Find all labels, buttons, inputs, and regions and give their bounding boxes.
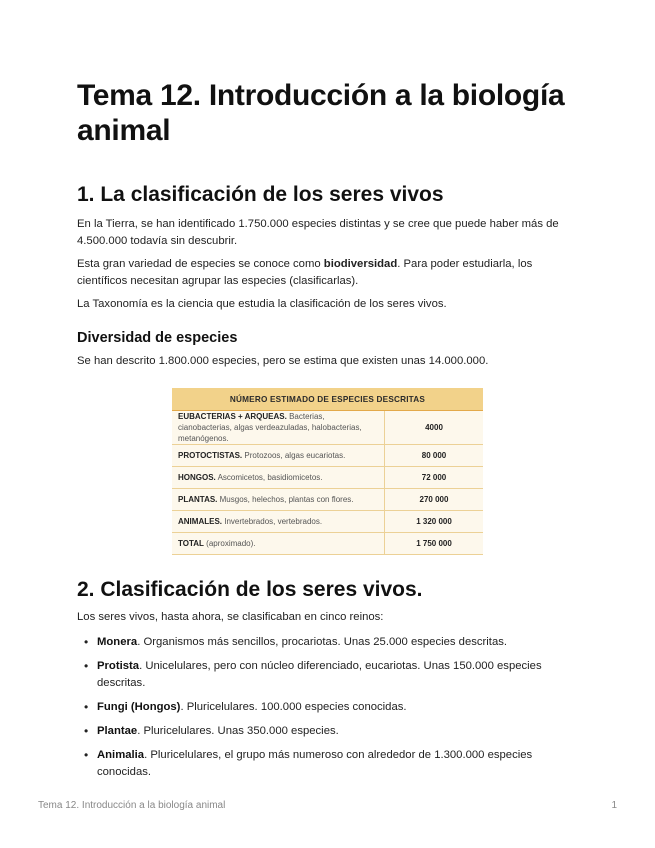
group-description: Protozoos, algas eucariotas. — [244, 451, 346, 460]
document-page — [77, 78, 577, 788]
table-header: NÚMERO ESTIMADO DE ESPECIES DESCRITAS — [172, 388, 483, 411]
kingdom-description: . Pluricelulares, el grupo más numeroso con alrededor de 1.300.000 especies conocidas. — [97, 749, 533, 778]
table-cell-value: 4000 — [385, 411, 484, 445]
group-name: EUBACTERIAS + ARQUEAS. — [178, 412, 287, 421]
kingdom-name: Animalia — [97, 749, 145, 761]
table-cell-label — [172, 489, 385, 511]
table-cell-value: 80 000 — [385, 445, 484, 467]
page-footer — [38, 800, 617, 811]
bullet-icon: • — [84, 700, 89, 714]
kingdom-description: . Unicelulares, pero con núcleo diferenciado, eucariotas. Unas 150.000 especies descritas. — [97, 660, 542, 689]
kingdom-description: . Pluricelulares. Unas 350.000 especies. — [137, 725, 339, 737]
list-item — [84, 634, 577, 651]
list-item — [84, 723, 577, 740]
group-description: Musgos, helechos, plantas con flores. — [219, 495, 354, 504]
bullet-icon: • — [84, 724, 89, 738]
group-name: ANIMALES. — [178, 517, 222, 526]
kingdom-description: . Pluricelulares. 100.000 especies conocidas. — [180, 701, 407, 713]
list-item — [84, 747, 577, 781]
list-item — [84, 658, 577, 692]
section-2-heading: 2. Clasificación de los seres vivos. — [77, 578, 423, 601]
kingdom-name: Protista — [97, 660, 140, 672]
table-cell-label — [172, 511, 385, 533]
paragraph-biodiversity — [77, 256, 577, 290]
table-row — [172, 511, 483, 533]
species-table — [172, 388, 483, 555]
table-cell-label — [172, 533, 385, 555]
table-cell-label — [172, 445, 385, 467]
text-run: Esta gran variedad de especies se conoce como — [77, 258, 324, 270]
paragraph-species-count: En la Tierra, se han identificado 1.750.000 especies distintas y se cree que puede haber más de 4.500.000 todavía sin descubrir. — [77, 218, 559, 247]
group-description: (aproximado). — [206, 539, 256, 548]
list-item — [84, 699, 577, 716]
table-cell-value: 1 320 000 — [385, 511, 484, 533]
group-name: TOTAL — [178, 539, 204, 548]
table-cell-value: 270 000 — [385, 489, 484, 511]
kingdom-description: . Organismos más sencillos, procariotas. Unas 25.000 especies descritas. — [137, 636, 508, 648]
kingdom-name: Fungi (Hongos) — [97, 701, 181, 713]
group-description: Bacterias, cianobacterias, algas verdeazuladas, halobacterias, metanógenos. — [178, 412, 362, 443]
paragraph-taxonomy: La Taxonomía es la ciencia que estudia la clasificación de los seres vivos. — [77, 298, 447, 310]
group-description: Invertebrados, vertebrados. — [224, 517, 323, 526]
table-cell-value: 1 750 000 — [385, 533, 484, 555]
group-description: Ascomicetos, basidiomicetos. — [217, 473, 323, 482]
table-row — [172, 445, 483, 467]
table-row — [172, 489, 483, 511]
bullet-icon: • — [84, 748, 89, 762]
bullet-icon: • — [84, 635, 89, 649]
group-name: PROTOCTISTAS. — [178, 451, 243, 460]
group-name: PLANTAS. — [178, 495, 218, 504]
kingdoms-list — [77, 634, 577, 781]
table-cell-value: 72 000 — [385, 467, 484, 489]
table-row — [172, 467, 483, 489]
footer-title: Tema 12. Introducción a la biología animal — [38, 800, 226, 811]
table-cell-label — [172, 467, 385, 489]
page-title: Tema 12. Introducción a la biología animal — [77, 79, 565, 147]
text-run: . Para poder estudiarla, los científicos necesitan agrupar las especies (clasificarlas). — [77, 258, 533, 287]
section-1-heading: 1. La clasificación de los seres vivos — [77, 183, 444, 206]
kingdom-name: Plantae — [97, 725, 138, 737]
biodiversity-term: biodiversidad — [323, 258, 398, 270]
page-number: 1 — [611, 800, 617, 811]
table-row — [172, 411, 483, 445]
paragraph-kingdoms-intro: Los seres vivos, hasta ahora, se clasificaban en cinco reinos: — [77, 611, 384, 623]
table-row — [172, 533, 483, 555]
table-cell-label — [172, 411, 385, 445]
subsection-heading: Diversidad de especies — [77, 330, 238, 346]
bullet-icon: • — [84, 659, 89, 673]
kingdom-name: Monera — [97, 636, 138, 648]
group-name: HONGOS. — [178, 473, 216, 482]
paragraph-described-species: Se han descrito 1.800.000 especies, pero se estima que existen unas 14.000.000. — [77, 355, 489, 367]
